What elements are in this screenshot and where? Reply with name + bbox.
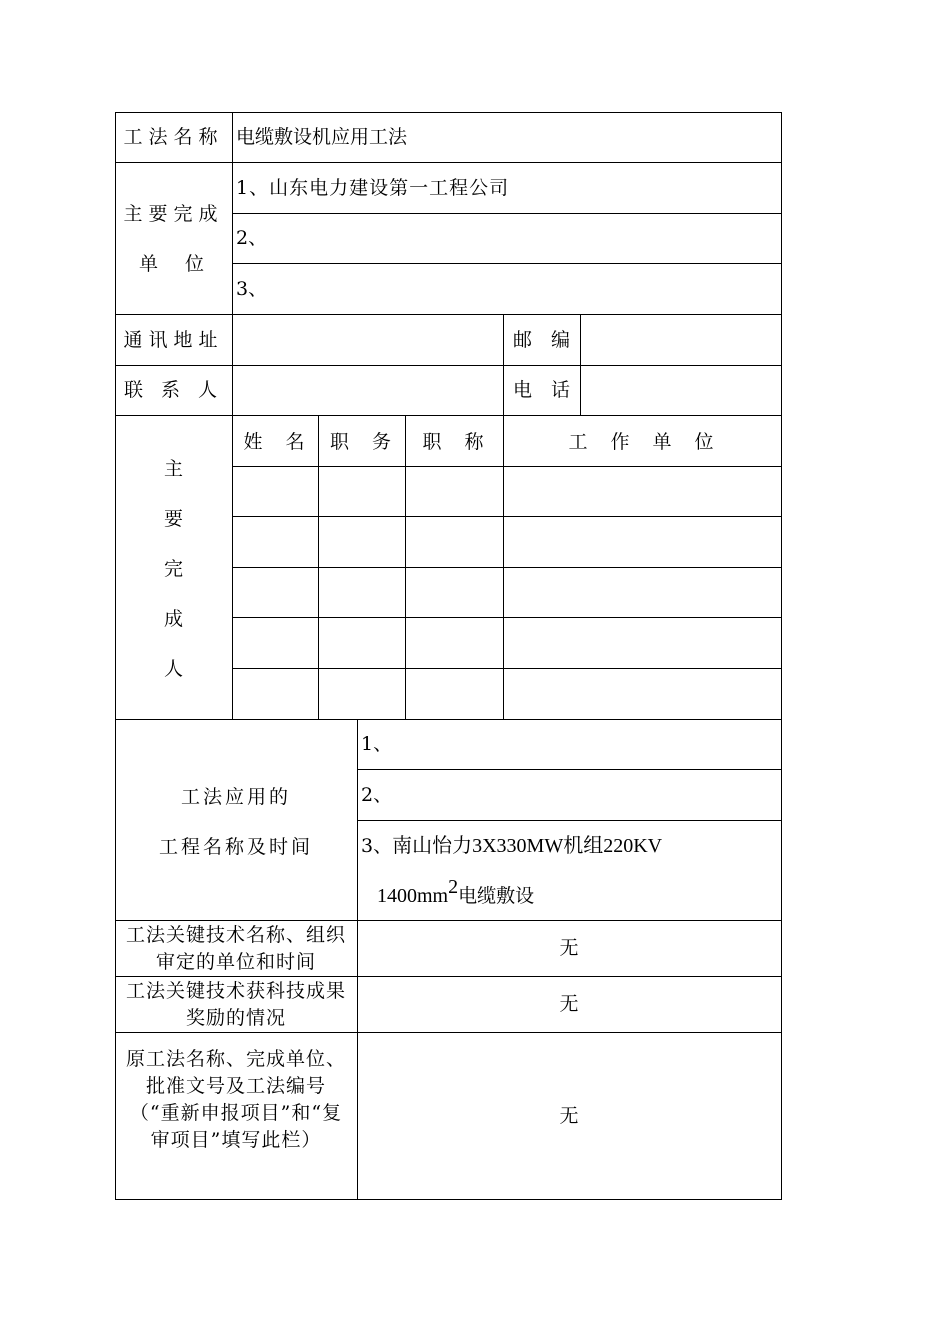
row-divider [115, 976, 782, 977]
row-divider [232, 617, 782, 618]
main-units-label-line1: 主要完成 [123, 203, 224, 225]
project-item-3-size: 1400mm [377, 885, 449, 907]
persons-label-char: 人 [163, 658, 183, 680]
border-right [781, 112, 782, 1200]
row-divider [232, 263, 782, 264]
header-name: 姓 名 [243, 431, 307, 453]
project-item-3-line1: 南山怡力3X330MW机组220KV [392, 835, 663, 857]
project-item-3-prefix: 3、 [361, 835, 393, 857]
row-divider [357, 820, 782, 821]
row-divider [115, 314, 782, 315]
address-label: 通讯地址 [123, 329, 224, 351]
col-divider [318, 415, 319, 719]
border-top [115, 112, 782, 113]
main-unit-row[interactable]: 2、 [236, 227, 268, 249]
method-name-value[interactable]: 电缆敷设机应用工法 [236, 126, 408, 148]
row-divider [115, 719, 782, 720]
row-divider [115, 1032, 782, 1033]
method-name-label: 工法名称 [123, 126, 224, 148]
postcode-label: 邮 编 [512, 329, 570, 351]
project-item-3-line2 [377, 876, 781, 908]
border-bottom [115, 1199, 782, 1200]
project-item[interactable]: 2、 [361, 784, 393, 806]
row-divider [115, 162, 782, 163]
awards-value[interactable]: 无 [559, 993, 579, 1015]
projects-label-line1: 工法应用的 [180, 786, 291, 808]
row-divider [232, 668, 782, 669]
header-title: 职 称 [422, 431, 486, 453]
original-method-label: 原工法名称、完成单位、批准文号及工法编号（“重新申报项目”和“复审项目”填写此栏） [125, 1048, 346, 1151]
persons-label-char: 完 [163, 558, 183, 580]
row-divider [232, 567, 782, 568]
original-method-value[interactable]: 无 [559, 1105, 579, 1127]
project-item-3-desc: 电缆敷设 [458, 885, 535, 907]
key-tech-label: 工法关键技术名称、组织审定的单位和时间 [125, 924, 346, 973]
row-divider [232, 213, 782, 214]
col-divider [405, 415, 406, 719]
projects-label-line2: 工程名称及时间 [158, 836, 313, 858]
project-item-3-sup: 2 [448, 876, 459, 898]
persons-label-char: 主 [163, 458, 183, 480]
persons-label-char: 要 [163, 508, 183, 530]
main-unit-row[interactable]: 1、山东电力建设第一工程公司 [236, 177, 510, 199]
col-divider [232, 112, 233, 719]
key-tech-value[interactable]: 无 [559, 937, 579, 959]
row-divider [357, 769, 782, 770]
row-divider [115, 365, 782, 366]
header-position: 职 务 [329, 431, 393, 453]
awards-label: 工法关键技术获科技成果奖励的情况 [125, 980, 346, 1029]
project-item[interactable]: 1、 [361, 733, 393, 755]
row-divider [232, 466, 782, 467]
main-unit-row[interactable]: 3、 [236, 278, 268, 300]
col-divider [580, 314, 581, 415]
main-units-label-line2: 单 位 [138, 253, 208, 275]
phone-label: 电 话 [512, 379, 570, 401]
row-divider [115, 920, 782, 921]
header-work-unit: 工 作 单 位 [568, 431, 716, 453]
col-divider [503, 415, 504, 719]
row-divider [232, 516, 782, 517]
persons-label-char: 成 [163, 608, 183, 630]
row-divider [115, 415, 782, 416]
contact-label: 联 系 人 [123, 379, 224, 401]
award-application-form [115, 112, 782, 1200]
project-item-3[interactable] [357, 834, 781, 858]
